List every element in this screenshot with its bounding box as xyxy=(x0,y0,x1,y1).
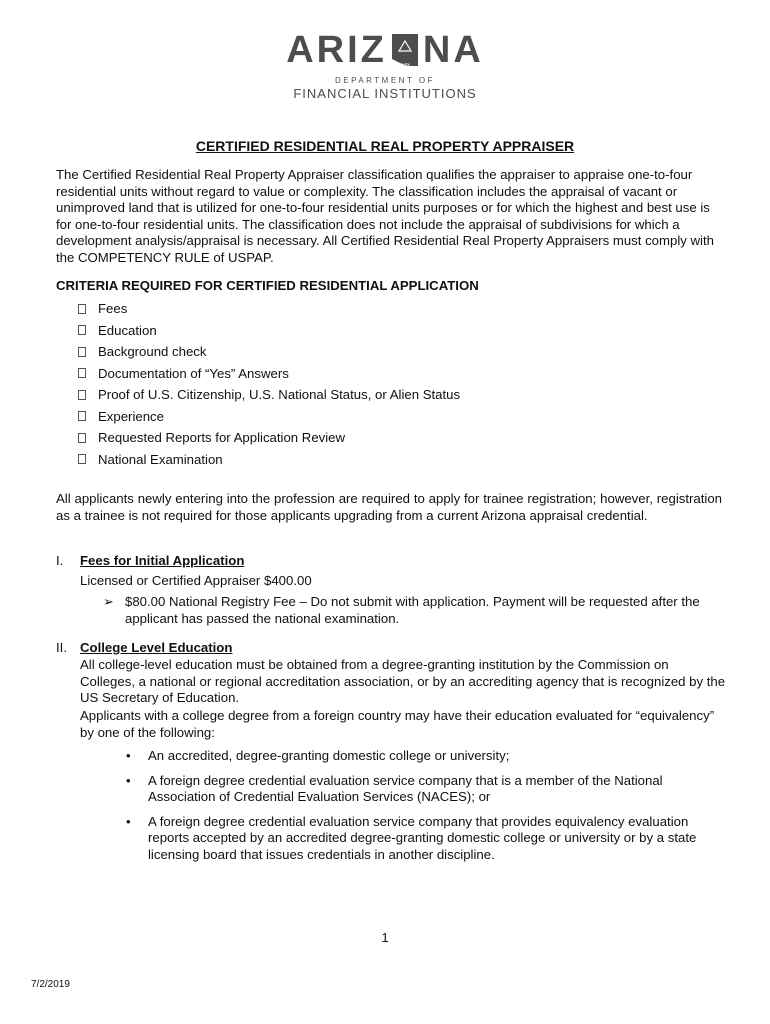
checklist-item xyxy=(78,427,460,449)
logo-mark-text: DFI xyxy=(400,64,410,70)
checklist-item-label: Experience xyxy=(98,408,164,424)
list-item-text: A foreign degree credential evaluation service company that provides equivalency evaluation reports accepted by an accredited degree-granting domestic college or university or by a state licensing board that issues credentials in another discipline. xyxy=(148,813,697,862)
arrow-bullet-icon: ➢ xyxy=(103,594,115,609)
checklist-item-label: Documentation of “Yes” Answers xyxy=(98,365,289,381)
checkbox-icon xyxy=(78,411,86,421)
checkbox-icon xyxy=(78,347,86,357)
checklist-item-label: National Examination xyxy=(98,451,223,467)
trainee-note: All applicants newly entering into the profession are required to apply for trainee registration; however, registration as a trainee is not required for those applicants upgrading from a current Arizona appraisal credential. xyxy=(56,491,722,523)
agency-logo xyxy=(0,30,770,101)
dept-line1: DEPARTMENT OF xyxy=(334,76,436,85)
criteria-checklist xyxy=(78,298,460,470)
fee-line: Licensed or Certified Appraiser $400.00 xyxy=(80,573,312,588)
checklist-item xyxy=(78,341,460,363)
dept-line2: FINANCIAL INSTITUTIONS xyxy=(293,86,477,101)
education-paragraph-2: Applicants with a college degree from a foreign country may have their education evaluated for “equivalency” by one of the following: xyxy=(80,708,715,740)
checkbox-icon xyxy=(78,433,86,443)
document-date: 7/2/2019 xyxy=(31,979,70,990)
equivalency-list xyxy=(124,748,728,872)
checklist-item-label: Education xyxy=(98,322,157,338)
logo-wordmark xyxy=(286,30,484,70)
checklist-item xyxy=(78,384,460,406)
list-item-text: An accredited, degree-granting domestic college or university; xyxy=(148,748,510,763)
section-title: Fees for Initial Application xyxy=(80,553,245,568)
checkbox-icon xyxy=(78,390,86,400)
bullet-icon: • xyxy=(126,748,131,763)
intro-paragraph: The Certified Residential Real Property Appraiser classification qualifies the appraiser to appraise one-to-four residential units without regard to value or complexity. The classification includes the appraisal of vacant or unimproved land that is utilized for one-to-four residential units purposes or for which the highest and best use is for one-to-four residential units. The classification does not include the appraisal of subdivisions for which a development analysis/appraisal is necessary. All Certified Residential Real Property Appraisers must comply with the COMPETENCY RULE of USPAP. xyxy=(56,167,714,265)
list-item xyxy=(124,773,728,806)
checkbox-icon xyxy=(78,325,86,335)
logo-text-right: NA xyxy=(422,29,484,71)
education-paragraph-1: All college-level education must be obtained from a degree-granting institution by the Commission on Colleges, a national or regional accreditation association, or by an accrediting agency that is recognized by the US Secretary of Education. xyxy=(80,657,726,706)
registry-fee-text: $80.00 National Registry Fee – Do not submit with application. Payment will be requested after the applicant has passed the national examination. xyxy=(125,594,700,626)
section-number: II. xyxy=(56,640,67,655)
checklist-item-label: Requested Reports for Application Review xyxy=(98,430,346,445)
logo-text-left: ARIZ xyxy=(286,29,387,71)
checklist-item xyxy=(78,406,460,428)
bullet-icon: • xyxy=(126,772,131,788)
checklist-item xyxy=(78,449,460,471)
checkbox-icon xyxy=(78,304,86,314)
list-item xyxy=(124,748,728,765)
section-number: I. xyxy=(56,553,64,568)
checklist-item-label: Background check xyxy=(98,344,207,359)
checkbox-icon xyxy=(78,454,86,464)
checkbox-icon xyxy=(78,368,86,378)
section-title: College Level Education xyxy=(80,640,233,655)
checklist-item xyxy=(78,320,460,342)
page-number: 1 xyxy=(381,930,389,945)
checklist-item xyxy=(78,363,460,385)
list-item xyxy=(124,814,728,864)
document-title: CERTIFIED RESIDENTIAL REAL PROPERTY APPRAISER xyxy=(195,138,575,154)
arizona-state-icon xyxy=(390,33,420,70)
bullet-icon: • xyxy=(126,813,131,829)
checklist-item xyxy=(78,298,460,320)
criteria-heading: CRITERIA REQUIRED FOR CERTIFIED RESIDENTIAL APPLICATION xyxy=(56,278,479,293)
checklist-item-label: Fees xyxy=(98,301,128,316)
checklist-item-label: Proof of U.S. Citizenship, U.S. National Status, or Alien Status xyxy=(98,387,461,402)
list-item-text: A foreign degree credential evaluation service company that is a member of the National Association of Credential Evaluation Services (NACES); or xyxy=(148,772,663,805)
